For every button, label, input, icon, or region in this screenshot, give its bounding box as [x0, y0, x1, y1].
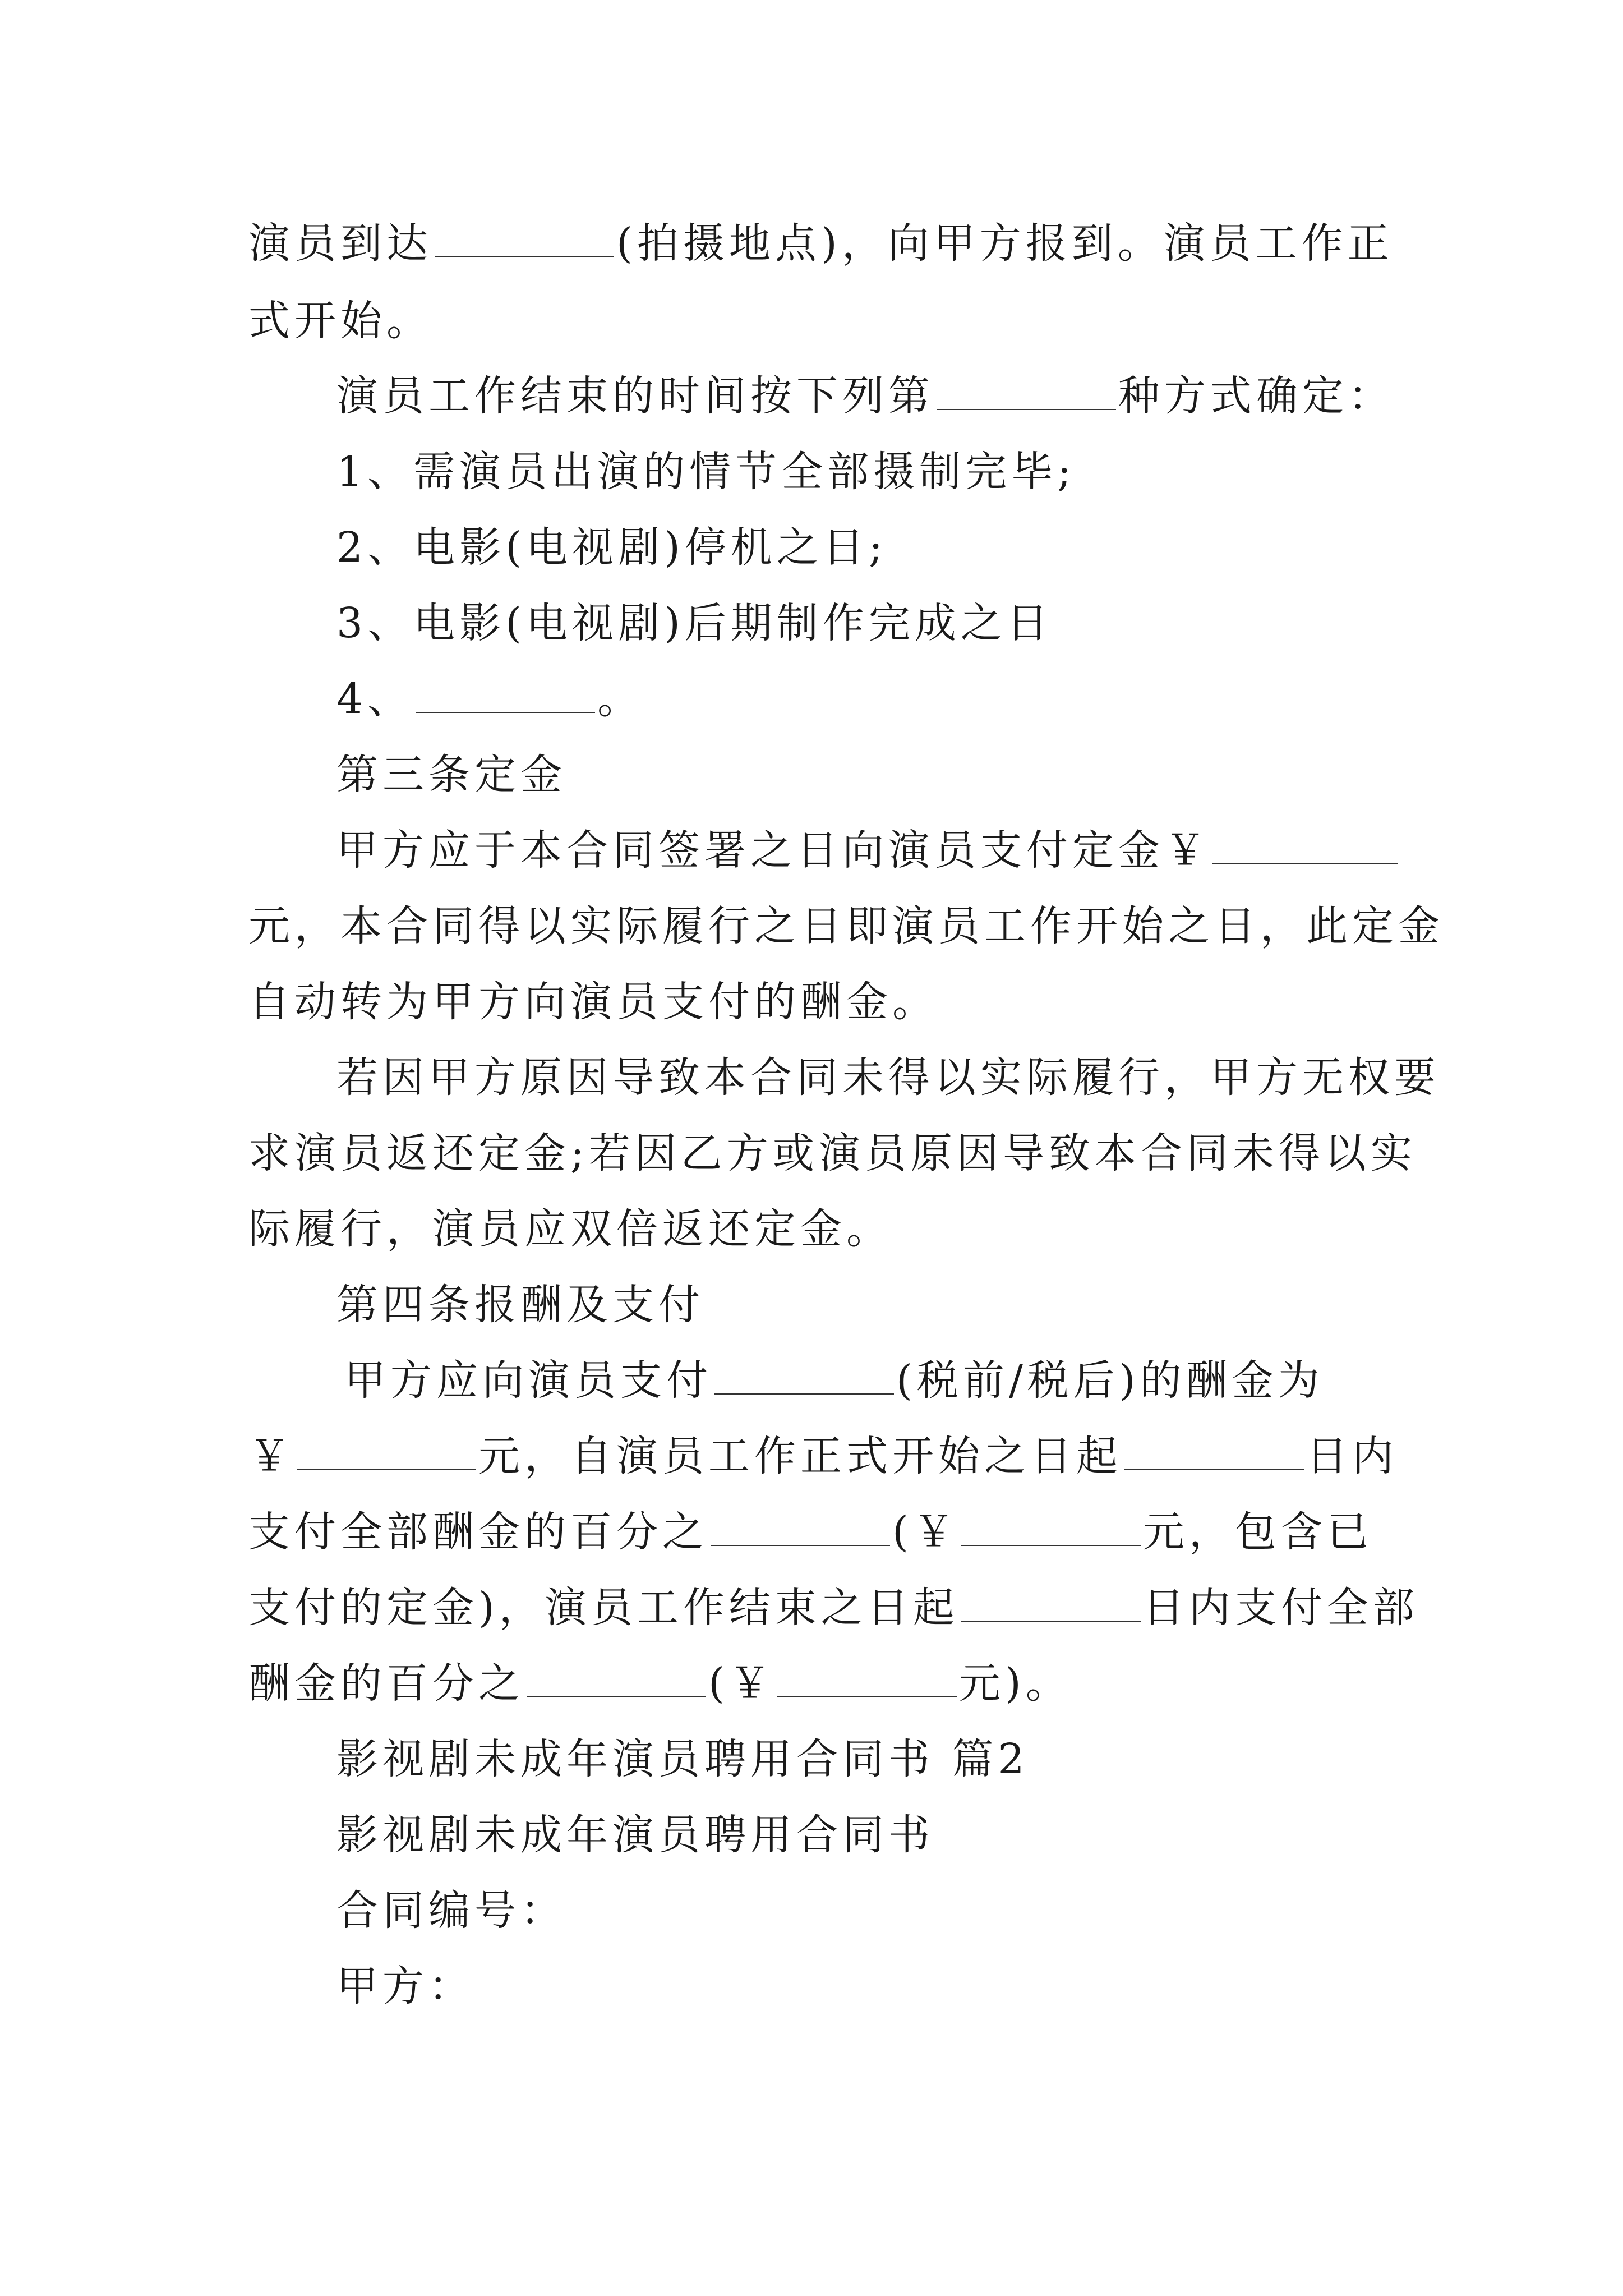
blank-field	[777, 1660, 957, 1697]
blank-field	[711, 1509, 890, 1546]
paragraph-line	[336, 365, 1394, 427]
paragraph-line: 若因甲方原因导致本合同未得以实际履行，甲方无权要	[336, 1053, 1440, 1102]
list-item: 3、电影(电视剧)后期制作完成之日	[336, 599, 1053, 647]
paragraph-line	[248, 1577, 1419, 1639]
paragraph-line	[336, 820, 1400, 881]
text-segment: 演员工作结束的时间按下列第	[336, 372, 934, 420]
blank-field	[937, 373, 1116, 410]
text-segment: 支付的定金)，演员工作结束之日起	[248, 1584, 959, 1632]
blank-field	[435, 220, 614, 257]
text-segment: 4、	[336, 675, 414, 723]
paragraph-line	[248, 1501, 1373, 1563]
blank-field	[1124, 1433, 1304, 1470]
paragraph-line: 际履行，演员应双倍返还定金。	[248, 1205, 892, 1253]
paragraph-line	[248, 1425, 1398, 1487]
paragraph-line	[344, 1350, 1324, 1411]
text-segment: 。	[597, 675, 644, 723]
section-title: 第三条定金	[336, 751, 566, 799]
text-segment: (￥	[892, 1508, 959, 1556]
section-title: 第四条报酬及支付	[336, 1281, 704, 1329]
paragraph-line: 自动转为甲方向演员支付的酬金。	[248, 978, 938, 1026]
paragraph-line: 式开始。	[248, 297, 432, 345]
list-item: 1、需演员出演的情节全部摄制完毕;	[336, 448, 1076, 496]
list-item: 2、电影(电视剧)停机之日;	[336, 523, 887, 572]
text-segment: 支付全部酬金的百分之	[248, 1508, 708, 1556]
text-segment: 演员到达	[248, 219, 432, 268]
text-segment: ￥	[248, 1432, 294, 1480]
paragraph-line	[248, 1653, 1072, 1714]
text-segment: 甲方应向演员支付	[344, 1356, 712, 1405]
text-segment: 元，包含已	[1142, 1508, 1373, 1556]
text-segment: 日内支付全部	[1142, 1584, 1419, 1632]
text-segment: (拍摄地点)，向甲方报到。演员工作正	[616, 219, 1394, 268]
text-segment: (税前/税后)的酬金为	[896, 1356, 1324, 1405]
blank-field	[527, 1660, 706, 1697]
section-heading: 影视剧未成年演员聘用合同书 篇2	[336, 1735, 1029, 1783]
text-segment: 元，自演员工作正式开始之日起	[478, 1432, 1122, 1480]
contract-title: 影视剧未成年演员聘用合同书	[336, 1811, 934, 1859]
paragraph-line: 元，本合同得以实际履行之日即演员工作开始之日，此定金	[248, 902, 1444, 950]
blank-field	[961, 1509, 1141, 1546]
paragraph-line: 求演员返还定金;若因乙方或演员原因导致本合同未得以实	[248, 1129, 1417, 1177]
contract-number-label: 合同编号：	[336, 1887, 566, 1935]
blank-field	[961, 1585, 1141, 1622]
blank-field	[1212, 827, 1398, 864]
blank-field	[714, 1358, 894, 1395]
blank-field	[416, 676, 595, 713]
text-segment: 元)。	[958, 1659, 1072, 1708]
text-segment: 种方式确定：	[1118, 372, 1394, 420]
paragraph-line	[248, 213, 1394, 274]
text-segment: 日内	[1306, 1432, 1398, 1480]
text-segment: 酬金的百分之	[248, 1659, 524, 1708]
text-segment: 甲方应于本合同签署之日向演员支付定金￥	[336, 826, 1210, 875]
text-segment: (￥	[708, 1659, 775, 1708]
party-a-label: 甲方：	[336, 1962, 474, 2010]
blank-field	[297, 1433, 476, 1470]
list-item	[336, 668, 643, 730]
